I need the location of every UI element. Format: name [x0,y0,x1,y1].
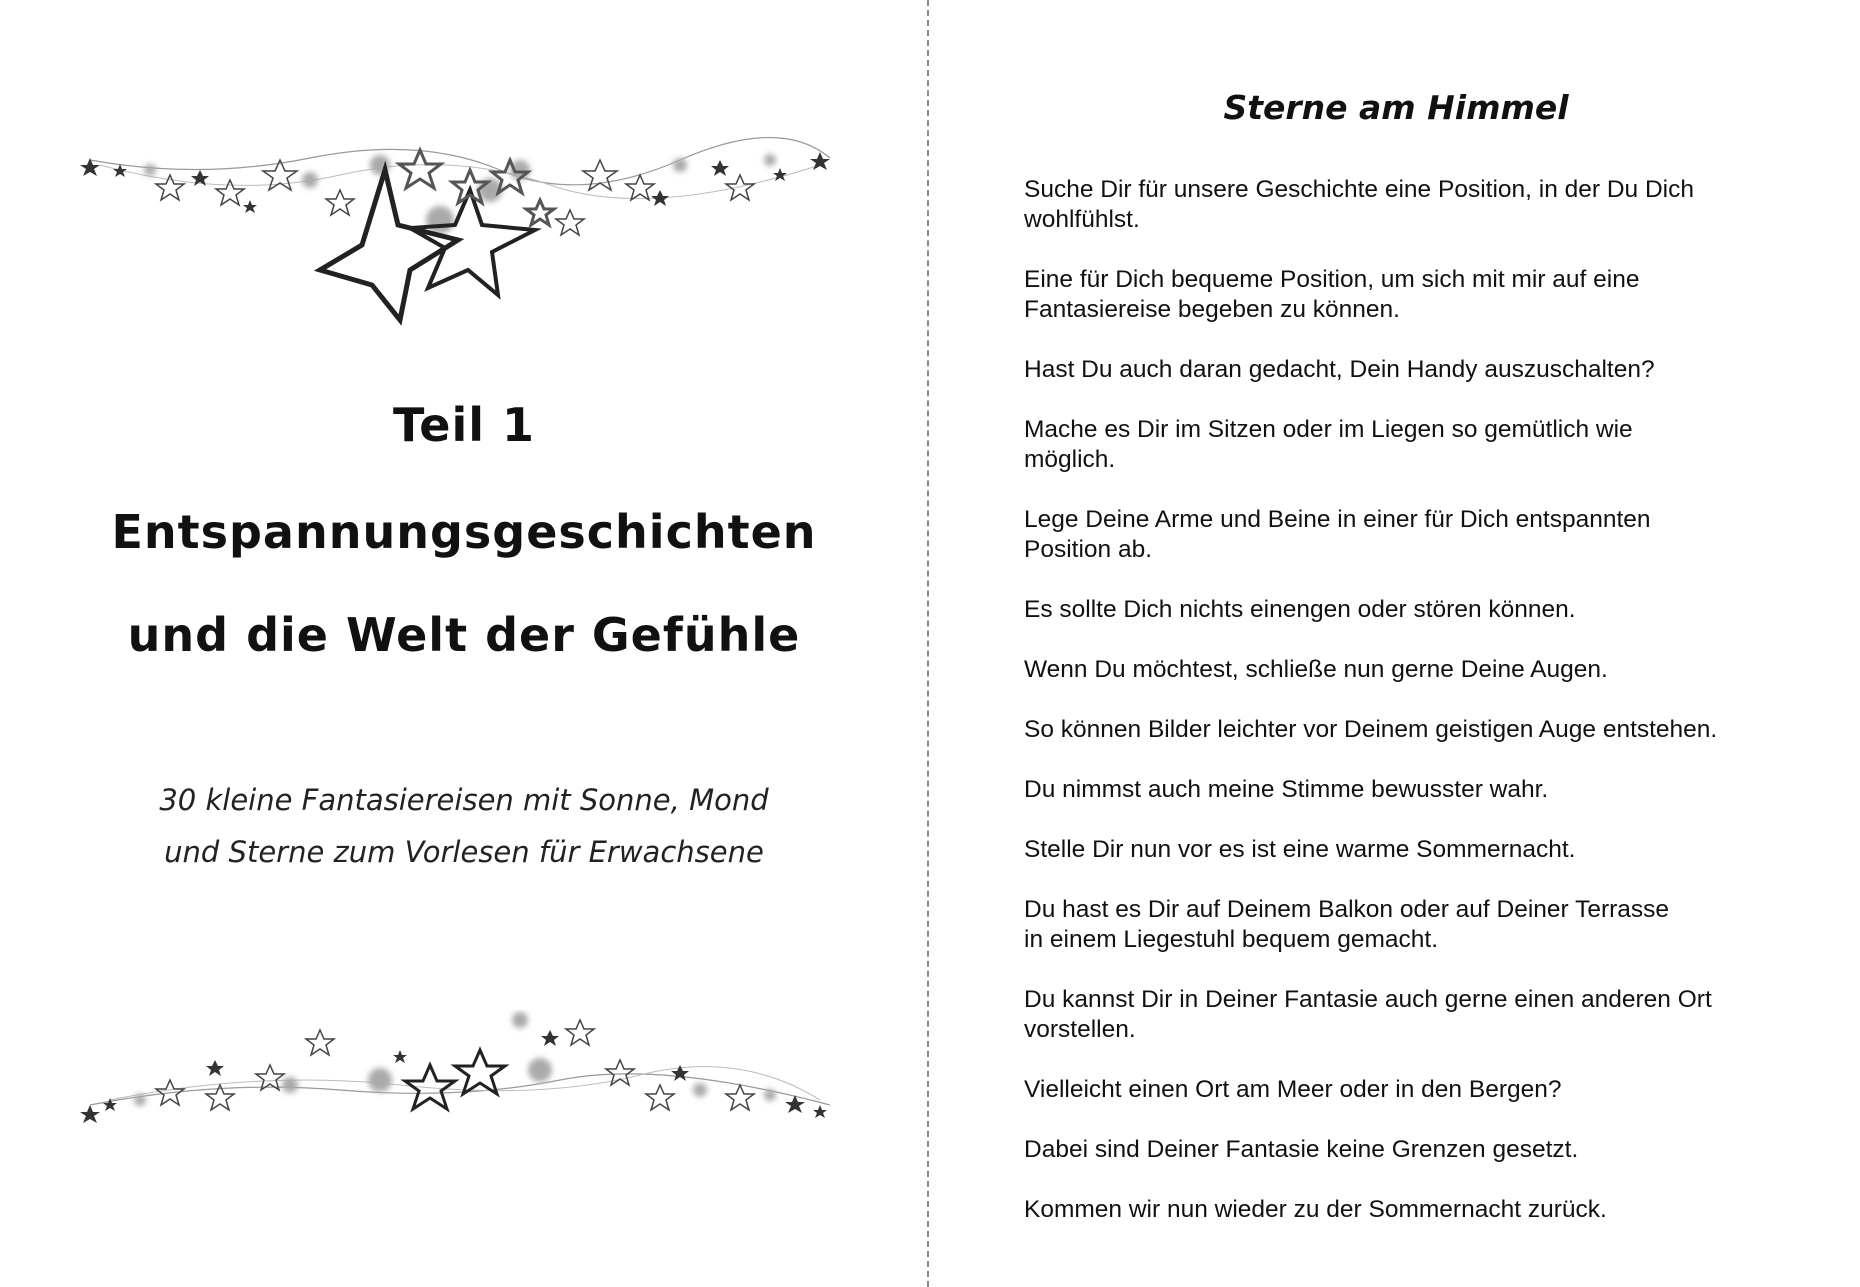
left-page [0,0,928,1287]
story-paragraph: Du hast es Dir auf Deinem Balkon oder auf Deiner Terrasse in einem Liegestuhl bequem gemacht. [1024,896,1670,953]
story-paragraph: Vielleicht einen Ort am Meer oder in den Bergen? [1024,1076,1562,1103]
story-text [1024,175,1824,1255]
story-paragraph: Du nimmst auch meine Stimme bewusster wahr. [1024,776,1549,803]
story-paragraph: Du kannst Dir in Deiner Fantasie auch gerne einen anderen Ort vorstellen. [1024,986,1712,1043]
star-garland-bottom [80,1010,840,1130]
story-paragraph: Kommen wir nun wieder zu der Sommernacht zurück. [1024,1196,1607,1223]
story-paragraph: Lege Deine Arme und Beine in einer für Dich entspannten Position ab. [1024,506,1651,563]
book-title-line-2: und die Welt der Gefühle [127,608,801,662]
story-paragraph: Es sollte Dich nichts einengen oder stören können. [1024,596,1576,623]
story-paragraph: Suche Dir für unsere Geschichte eine Position, in der Du Dich wohlfühlst. [1024,176,1694,233]
book-subtitle-line-2: und Sterne zum Vorlesen für Erwachsene [164,835,764,869]
story-title: Sterne am Himmel [1223,88,1569,127]
star-garland-top-icon [80,130,840,330]
story-paragraph: Wenn Du möchtest, schließe nun gerne Deine Augen. [1024,656,1608,683]
page-fold-divider [927,0,929,1287]
part-title: Teil 1 [392,398,536,452]
book-title-line-1: Entspannungsgeschichten [111,505,817,559]
star-garland-top [80,130,840,330]
story-paragraph: Stelle Dir nun vor es ist eine warme Sommernacht. [1024,836,1576,863]
star-garland-bottom-icon [80,1010,840,1130]
right-page [932,0,1860,1287]
story-paragraph: Mache es Dir im Sitzen oder im Liegen so gemütlich wie möglich. [1024,416,1633,473]
story-paragraph: Hast Du auch daran gedacht, Dein Handy auszuschalten? [1024,356,1655,383]
book-subtitle-line-1: 30 kleine Fantasiereisen mit Sonne, Mond [159,783,769,817]
story-paragraph: So können Bilder leichter vor Deinem geistigen Auge entstehen. [1024,716,1718,743]
story-paragraph: Dabei sind Deiner Fantasie keine Grenzen gesetzt. [1024,1136,1579,1163]
story-paragraph: Eine für Dich bequeme Position, um sich mit mir auf eine Fantasiereise begeben zu können. [1024,266,1640,323]
